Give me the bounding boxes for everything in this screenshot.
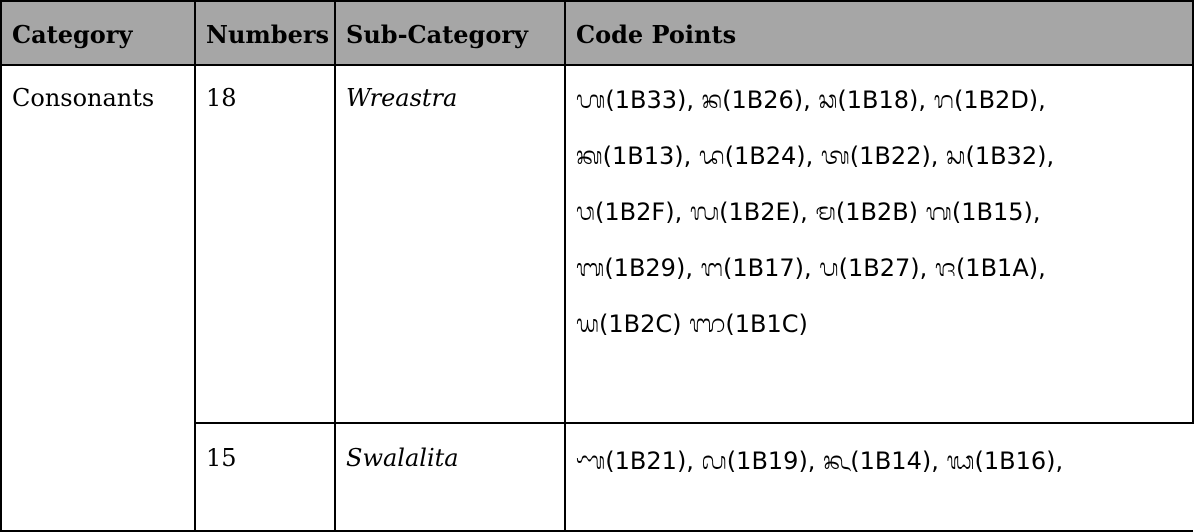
code-points-line: ᬳ(1B33), ᬦ(1B26), ᬘ(1B18), ᬭ(1B2D), xyxy=(576,86,1046,114)
header-code-points: Code Points xyxy=(565,1,1193,65)
table-row xyxy=(1,423,1193,531)
code-points-cell xyxy=(565,65,1193,423)
number-cell: 18 xyxy=(195,65,335,423)
code-points-line: ᬩ(1B29), ᬗ(1B17), ᬧ(1B27), ᬚ(1B1A), xyxy=(576,254,1046,282)
category-cell xyxy=(1,423,195,531)
code-points-line: ᬓ(1B13), ᬤ(1B24), ᬢ(1B22), ᬲ(1B32), xyxy=(576,142,1055,170)
header-category: Category xyxy=(1,1,195,65)
code-points-line: ᬬ(1B2C) ᬜ(1B1C) xyxy=(576,310,808,338)
header-sub-category: Sub-Category xyxy=(335,1,565,65)
code-points-cell: ᬡ(1B21), ᬙ(1B19), ᬔ(1B14), ᬖ(1B16), xyxy=(565,423,1193,531)
header-numbers: Numbers xyxy=(195,1,335,65)
table-row xyxy=(1,65,1193,423)
number-cell: 15 xyxy=(195,423,335,531)
sub-category-cell: Wreastra xyxy=(335,65,565,423)
header-row xyxy=(1,1,1193,65)
code-points-line: ᬯ(1B2F), ᬮ(1B2E), ᬫ(1B2B) ᬕ(1B15), xyxy=(576,198,1041,226)
category-cell: Consonants xyxy=(1,65,195,423)
sub-category-cell: Swalalita xyxy=(335,423,565,531)
